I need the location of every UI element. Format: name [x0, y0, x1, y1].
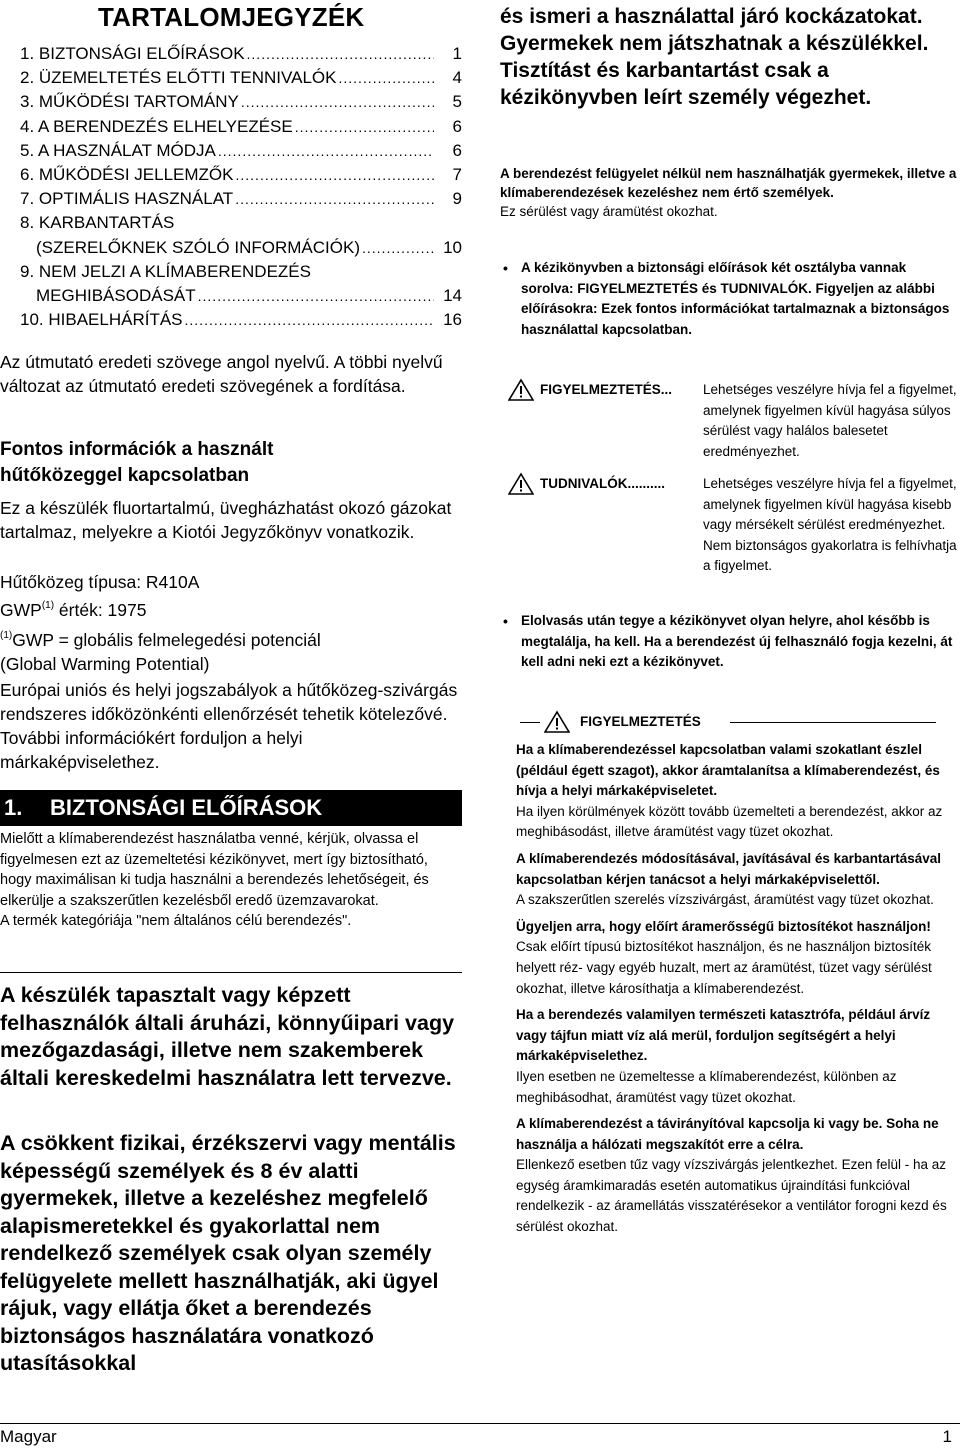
toc-item[interactable] — [20, 163, 462, 187]
toc-item[interactable] — [20, 260, 462, 284]
toc-item-page: 9 — [452, 189, 462, 209]
toc-leader — [218, 139, 434, 163]
caution-term: TUDNIVALÓK.......... — [540, 476, 666, 491]
warning-description: Lehetséges veszélyre hívja fel a figyelmet, amelynek figyelmen kívül hagyása súlyos sérülést vagy halálos balesetet eredményezhet. — [703, 382, 957, 459]
toc-item[interactable] — [20, 66, 462, 90]
section-title: BIZTONSÁGI ELŐÍRÁSOK — [50, 795, 323, 820]
toc-item[interactable] — [20, 90, 462, 114]
warning-4-bold: Ha a berendezés valamilyen természeti katasztrófa, például árvíz vagy tájfun miatt víz alá merül, forduljon segítségért a helyi márkaképviselethez. — [516, 1007, 931, 1064]
toc-item[interactable] — [20, 187, 462, 211]
refrigerant-heading — [0, 437, 462, 489]
toc-item-page: 16 — [443, 310, 462, 330]
table-of-contents — [20, 42, 462, 332]
toc-item-label: 1. BIZTONSÁGI ELŐÍRÁSOK — [20, 44, 245, 63]
warning-triangle-icon — [544, 710, 570, 734]
warning-term: FIGYELMEZTETÉS... — [540, 382, 673, 397]
toc-leader — [236, 163, 435, 187]
footer-page-number: 1 — [942, 1427, 952, 1446]
list-item — [500, 258, 960, 340]
toc-leader — [185, 308, 434, 332]
warning-box-header — [520, 710, 936, 736]
refrigerant-heading-line-2: hűtőközeggel kapcsolatban — [0, 465, 250, 486]
warning-5-bold: A klímaberendezést a távirányítóval kapcsolja ki vagy be. Soha ne használja a hálózati megszakítót erre a célra. — [516, 1116, 939, 1152]
toc-leader — [295, 115, 434, 139]
toc-item-label: 2. ÜZEMELTETÉS ELŐTTI TENNIVALÓK — [20, 68, 337, 88]
toc-item-page: 5 — [452, 92, 462, 112]
intro-text: Mielőtt a klímaberendezést használatba venné, kérjük, olvassa el figyelmesen ezt az üzemeltetési kézikönyvet, mert így biztosítható, hogy maximálisan ki tudja használni a berendezés lehetőségeit, és elkerülje a szakszerűtlen kezelésből eredő üzemzavarokat. — [0, 831, 429, 909]
toc-item-label: 9. NEM JELZI A KLÍMABERENDEZÉS — [20, 261, 311, 281]
caution-triangle-icon — [508, 472, 534, 496]
warning-4-text: Ilyen esetben ne üzemeltesse a klímaberendezést, különben az meghibásodhat, áramütést vagy tüzet okozhat. — [516, 1068, 897, 1105]
eu-regulation-text: Európai uniós és helyi jogszabályok a hűtőközeg-szivárgás rendszeres időközönkénti ellenőrzését tehetik kötelezővé. További információkért forduljon a helyi márkaképviselethez. — [0, 680, 458, 772]
toc-item-page: 6 — [452, 116, 462, 136]
risk-continuation: és ismeri a használattal járó kockázatokat. Gyermekek nem játszhatnak a készülékkel. Tisztítást és karbantartást csak a kézikönyvben leírt személy végezhet. — [500, 5, 929, 109]
supervision-text: A csökkent fizikai, érzékszervi vagy mentális képességű személyek és 8 év alatti gyermekek, illetve a kezeléshez megfelelő alapismeretekkel és gyakorlattal nem rendelkező személyek csak olyan személy felügyelete mellett használhatják, aki ügyel rájuk, vagy ellátja őket a berendezés biztonságos használatára vonatkozó utasításokkal — [0, 1131, 456, 1375]
warning-5-text: Ellenkező esetben tűz vagy vízszivárgás jelentkezhet. Ezen felül - ha az egység áramkimaradás esetén automatikus újraindítási funkcióval rendelkezik - az áramellátás visszatérésekor a ventilátor forogni kezd és sérülést okozhat. — [516, 1157, 947, 1235]
gwp-definition-mark: (1) — [0, 630, 13, 641]
gwp-number: érték: 1975 — [54, 600, 147, 620]
toc-title: TARTALOMJEGYZÉK — [98, 2, 365, 32]
bullet-text-2: Elolvasás után tegye a kézikönyvet olyan helyre, ahol később is megtalálja, ha kell. Ha a berendezést új felhasználó fogja kezelni, át kell adni neki ezt a kézikönyvet. — [521, 613, 953, 669]
toc-leader — [198, 284, 434, 308]
toc-item-label-continued: (SZERELŐKNEK SZÓLÓ INFORMÁCIÓK) — [36, 237, 360, 257]
warning-1-bold: Ha a klímaberendezéssel kapcsolatban valami szokatlant észlel (például égett szagot), akkor áramtalanítsa a klímaberendezést, és hívja a helyi márkaképviseletet. — [516, 742, 940, 799]
supervision-bold: A berendezést felügyelet nélkül nem használhatják gyermekek, illetve a klímaberendezések kezeléshez nem értő személyek. — [500, 166, 957, 200]
warning-box-title: FIGYELMEZTETÉS — [580, 714, 701, 729]
toc-item-continuation[interactable] — [20, 236, 462, 260]
category-text: A termék kategóriája "nem általános célú berendezés". — [0, 913, 352, 930]
gwp-definition-line-2: (Global Warming Potential) — [0, 654, 210, 674]
warning-2-text: A szakszerűtlen szerelés vízszivárgást, áramütést vagy tüzet okozhat. — [516, 892, 934, 908]
toc-item-page: 7 — [452, 165, 462, 185]
caution-description: Lehetséges veszélyre hívja fel a figyelmet, amelynek figyelmen kívül hagyása kisebb vagy mérsékelt sérülést eredményezhet. Nem biztonságos gyakorlatra is felhívhatja a figyelmet. — [703, 476, 957, 574]
toc-item-page: 14 — [443, 286, 462, 306]
toc-item-label: 7. OPTIMÁLIS HASZNÁLAT — [20, 189, 234, 209]
gwp-definition-line-1: GWP = globális felmelegedési potenciál — [12, 630, 321, 650]
toc-item-page: 4 — [452, 68, 462, 88]
toc-item-continuation[interactable] — [20, 284, 462, 308]
supervision-normal: Ez sérülést vagy áramütést okozhat. — [500, 204, 718, 219]
warning-box-body — [516, 740, 960, 1238]
toc-item-label: 5. A HASZNÁLAT MÓDJA — [20, 140, 216, 160]
toc-item-label: 8. KARBANTARTÁS — [20, 213, 175, 233]
warning-3-bold: Ügyeljen arra, hogy előírt áramerősségű biztosítékot használjon! — [516, 918, 931, 934]
toc-leader — [247, 42, 434, 66]
warning-3-text: Csak előírt típusú biztosítékot használjon, és ne használjon biztosíték helyett réz- vagy egyéb huzalt, mert az áramütést, tüzet vagy sérülést okozhat, illetve károsíthatja a klímaberendezést. — [516, 939, 932, 996]
footer-rule — [0, 1423, 960, 1424]
toc-item-label: 6. MŰKÖDÉSI JELLEMZŐK — [20, 165, 234, 185]
toc-item[interactable] — [20, 115, 462, 139]
bullet-icon: • — [503, 613, 508, 629]
toc-leader — [338, 66, 434, 90]
refrigerant-heading-line-1: Fontos információk a használt — [0, 439, 274, 460]
gwp-label: GWP — [0, 600, 42, 620]
header-rule-right — [730, 722, 936, 723]
supervision-notice — [500, 164, 960, 221]
gwp-footnote-mark: (1) — [41, 600, 55, 611]
translation-note: Az útmutató eredeti szövege angol nyelvű. A többi nyelvű változat az útmutató eredeti szövegének a fordítása. — [0, 352, 443, 396]
toc-item-label: 10. HIBAELHÁRÍTÁS — [20, 310, 183, 330]
bullet-icon: • — [503, 260, 508, 276]
toc-leader — [362, 236, 434, 260]
toc-item-label-continued: MEGHIBÁSODÁSÁT — [36, 286, 196, 306]
toc-item-page: 10 — [443, 237, 462, 257]
toc-item-label: 3. MŰKÖDÉSI TARTOMÁNY — [20, 92, 239, 112]
warning-triangle-icon — [508, 378, 534, 402]
toc-item[interactable] — [20, 308, 462, 332]
intended-use-text: A készülék tapasztalt vagy képzett felhasználók általi áruházi, könnyűipari vagy mezőgazdasági, illetve nem szakemberek általi kereskedelmi használatra lett tervezve. — [0, 983, 455, 1090]
gwp-definition — [0, 628, 462, 676]
toc-item-label: 4. A BERENDEZÉS ELHELYEZÉSE — [20, 116, 293, 136]
header-rule-left — [520, 722, 540, 723]
toc-item[interactable] — [20, 139, 462, 163]
toc-item-page: 1 — [452, 44, 462, 63]
bullet-text-1: A kézikönyvben a biztonsági előírások két osztályba vannak sorolva: FIGYELMEZTETÉS és TUDNIVALÓK. Figyeljen az alábbi előírásokra: Ezek fontos információkat tartalmaznak a biztonságos használattal kapcsolatban. — [521, 260, 950, 337]
toc-leader — [241, 90, 434, 114]
list-item — [500, 611, 960, 673]
toc-leader — [235, 187, 434, 211]
intro-paragraph — [0, 829, 462, 932]
warning-2-bold: A klímaberendezés módosításával, javításával és karbantartásával kapcsolatban kérjen tanácsot a helyi márkaképviselettől. — [516, 850, 941, 887]
gwp-value — [0, 598, 462, 622]
refrigerant-text: Ez a készülék fluortartalmú, üvegházhatást okozó gázokat tartalmaz, melyekre a Kiotói Jegyzőkönyv vonatkozik. — [0, 498, 452, 542]
toc-item-page: 6 — [452, 140, 462, 160]
refrigerant-type: Hűtőközeg típusa: R410A — [0, 572, 200, 592]
section-heading — [0, 790, 462, 826]
toc-item[interactable] — [20, 42, 462, 66]
toc-item[interactable] — [20, 211, 462, 235]
footer-language: Magyar — [0, 1427, 57, 1446]
section-number: 1. — [4, 795, 23, 820]
divider — [0, 972, 462, 973]
warning-1-text: Ha ilyen körülmények között tovább üzemelteti a berendezést, akkor az meghibásodást, illetve áramütést vagy tüzet okozhat. — [516, 803, 943, 840]
